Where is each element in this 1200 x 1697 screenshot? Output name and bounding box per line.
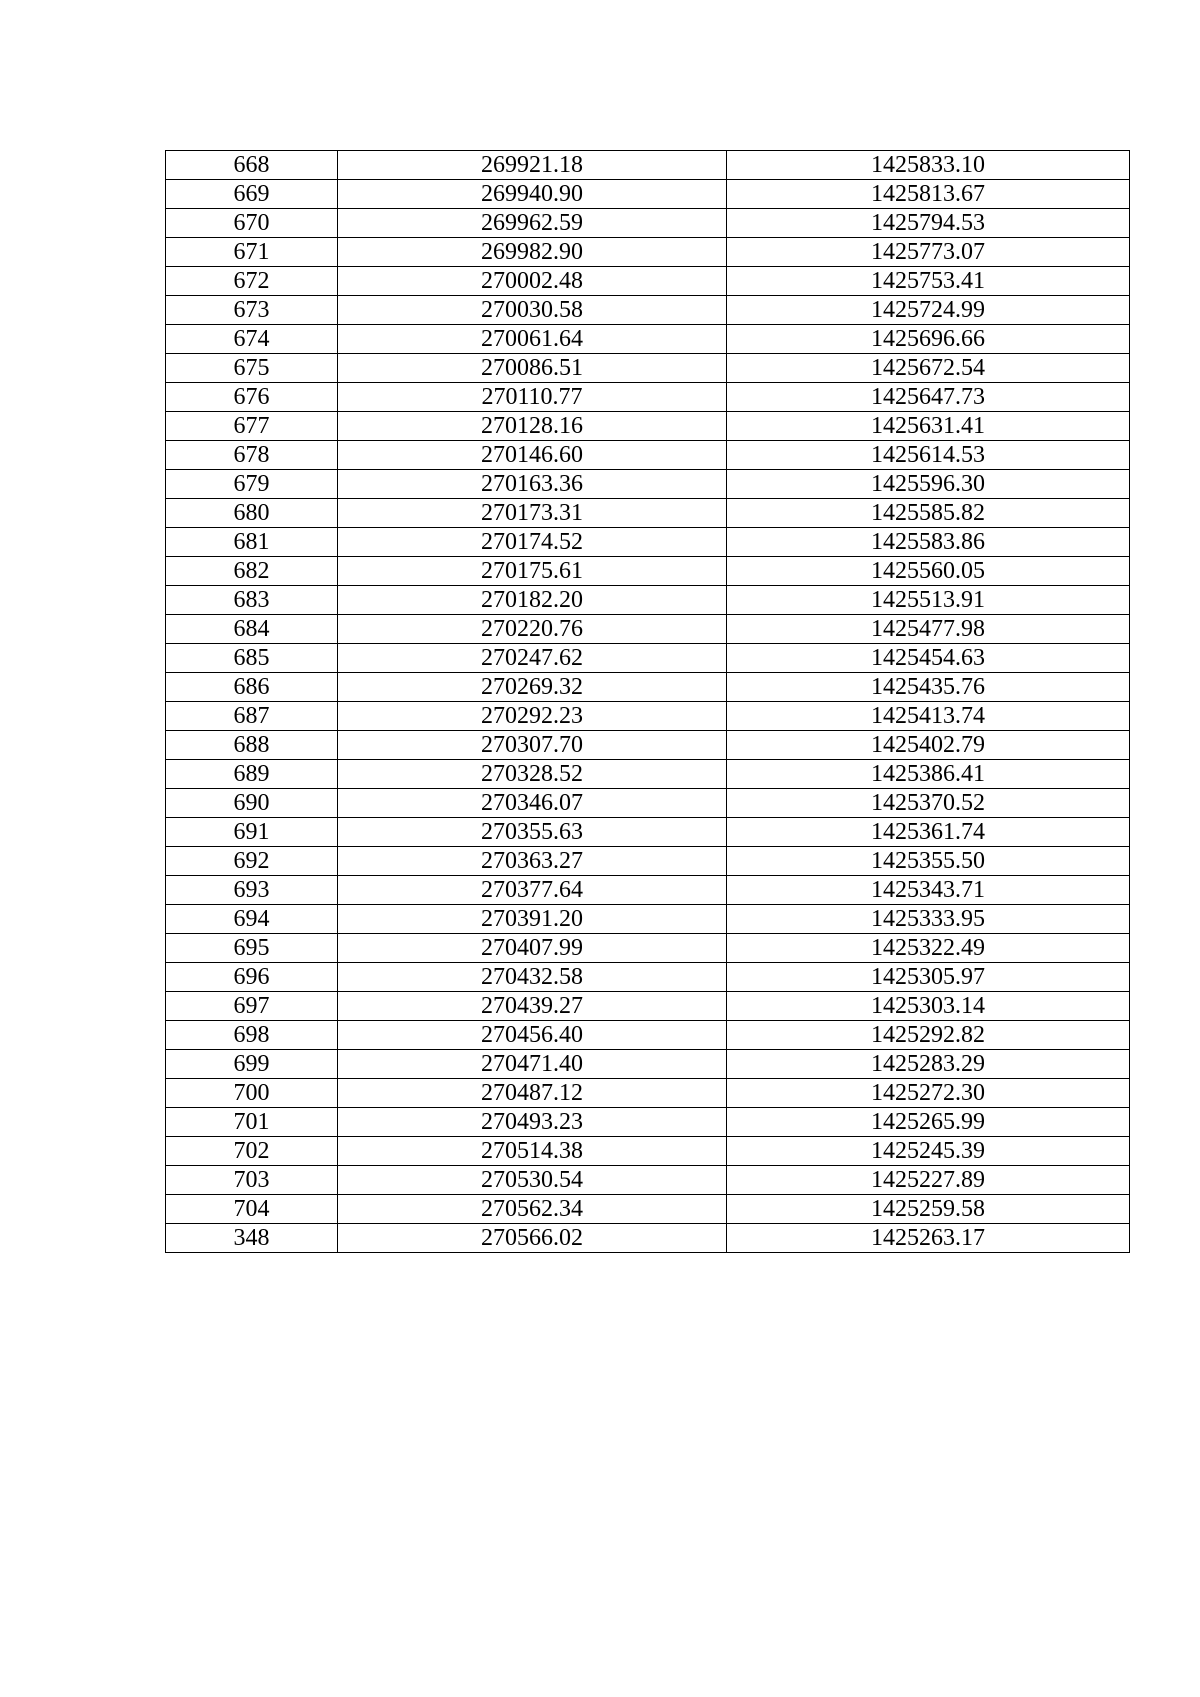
table-row (166, 905, 1130, 934)
x-coordinate-cell: 270110.77 (338, 383, 727, 412)
x-coordinate-cell: 270175.61 (338, 557, 727, 586)
y-coordinate-cell: 1425343.71 (727, 876, 1130, 905)
table-row (166, 441, 1130, 470)
table-row (166, 412, 1130, 441)
y-coordinate-cell: 1425283.29 (727, 1050, 1130, 1079)
y-coordinate-cell: 1425724.99 (727, 296, 1130, 325)
y-coordinate-cell: 1425413.74 (727, 702, 1130, 731)
y-coordinate-cell: 1425435.76 (727, 673, 1130, 702)
x-coordinate-cell: 270182.20 (338, 586, 727, 615)
point-number-cell: 671 (166, 238, 338, 267)
point-number-cell: 700 (166, 1079, 338, 1108)
x-coordinate-cell: 270377.64 (338, 876, 727, 905)
table-row (166, 499, 1130, 528)
y-coordinate-cell: 1425513.91 (727, 586, 1130, 615)
x-coordinate-cell: 270456.40 (338, 1021, 727, 1050)
table-row (166, 1195, 1130, 1224)
y-coordinate-cell: 1425370.52 (727, 789, 1130, 818)
y-coordinate-cell: 1425355.50 (727, 847, 1130, 876)
table-row (166, 760, 1130, 789)
point-number-cell: 695 (166, 934, 338, 963)
y-coordinate-cell: 1425794.53 (727, 209, 1130, 238)
point-number-cell: 672 (166, 267, 338, 296)
x-coordinate-cell: 270174.52 (338, 528, 727, 557)
x-coordinate-cell: 270292.23 (338, 702, 727, 731)
point-number-cell: 689 (166, 760, 338, 789)
x-coordinate-cell: 270407.99 (338, 934, 727, 963)
x-coordinate-cell: 270269.32 (338, 673, 727, 702)
table-row (166, 934, 1130, 963)
x-coordinate-cell: 270128.16 (338, 412, 727, 441)
table-row (166, 673, 1130, 702)
x-coordinate-cell: 270566.02 (338, 1224, 727, 1253)
y-coordinate-cell: 1425386.41 (727, 760, 1130, 789)
x-coordinate-cell: 269982.90 (338, 238, 727, 267)
point-number-cell: 684 (166, 615, 338, 644)
y-coordinate-cell: 1425265.99 (727, 1108, 1130, 1137)
table-row (166, 963, 1130, 992)
table-row (166, 383, 1130, 412)
table-row (166, 818, 1130, 847)
table-row (166, 1166, 1130, 1195)
x-coordinate-cell: 270391.20 (338, 905, 727, 934)
point-number-cell: 696 (166, 963, 338, 992)
x-coordinate-cell: 270562.34 (338, 1195, 727, 1224)
table-row (166, 586, 1130, 615)
point-number-cell: 693 (166, 876, 338, 905)
y-coordinate-cell: 1425596.30 (727, 470, 1130, 499)
x-coordinate-cell: 270363.27 (338, 847, 727, 876)
x-coordinate-cell: 270247.62 (338, 644, 727, 673)
table-row (166, 1079, 1130, 1108)
coordinates-table-body (166, 151, 1130, 1253)
y-coordinate-cell: 1425259.58 (727, 1195, 1130, 1224)
point-number-cell: 681 (166, 528, 338, 557)
table-row (166, 325, 1130, 354)
y-coordinate-cell: 1425672.54 (727, 354, 1130, 383)
x-coordinate-cell: 270487.12 (338, 1079, 727, 1108)
y-coordinate-cell: 1425292.82 (727, 1021, 1130, 1050)
table-row (166, 296, 1130, 325)
point-number-cell: 677 (166, 412, 338, 441)
x-coordinate-cell: 270163.36 (338, 470, 727, 499)
table-row (166, 209, 1130, 238)
y-coordinate-cell: 1425322.49 (727, 934, 1130, 963)
y-coordinate-cell: 1425245.39 (727, 1137, 1130, 1166)
point-number-cell: 674 (166, 325, 338, 354)
table-row (166, 702, 1130, 731)
y-coordinate-cell: 1425773.07 (727, 238, 1130, 267)
y-coordinate-cell: 1425454.63 (727, 644, 1130, 673)
point-number-cell: 704 (166, 1195, 338, 1224)
point-number-cell: 697 (166, 992, 338, 1021)
x-coordinate-cell: 270002.48 (338, 267, 727, 296)
point-number-cell: 682 (166, 557, 338, 586)
x-coordinate-cell: 270086.51 (338, 354, 727, 383)
y-coordinate-cell: 1425631.41 (727, 412, 1130, 441)
y-coordinate-cell: 1425583.86 (727, 528, 1130, 557)
y-coordinate-cell: 1425263.17 (727, 1224, 1130, 1253)
y-coordinate-cell: 1425833.10 (727, 151, 1130, 180)
x-coordinate-cell: 270432.58 (338, 963, 727, 992)
x-coordinate-cell: 270439.27 (338, 992, 727, 1021)
x-coordinate-cell: 270355.63 (338, 818, 727, 847)
x-coordinate-cell: 270146.60 (338, 441, 727, 470)
y-coordinate-cell: 1425614.53 (727, 441, 1130, 470)
point-number-cell: 686 (166, 673, 338, 702)
x-coordinate-cell: 270061.64 (338, 325, 727, 354)
point-number-cell: 678 (166, 441, 338, 470)
point-number-cell: 673 (166, 296, 338, 325)
table-row (166, 731, 1130, 760)
x-coordinate-cell: 270530.54 (338, 1166, 727, 1195)
table-row (166, 1021, 1130, 1050)
table-row (166, 151, 1130, 180)
y-coordinate-cell: 1425303.14 (727, 992, 1130, 1021)
x-coordinate-cell: 270471.40 (338, 1050, 727, 1079)
y-coordinate-cell: 1425272.30 (727, 1079, 1130, 1108)
point-number-cell: 692 (166, 847, 338, 876)
point-number-cell: 669 (166, 180, 338, 209)
y-coordinate-cell: 1425361.74 (727, 818, 1130, 847)
table-row (166, 557, 1130, 586)
point-number-cell: 702 (166, 1137, 338, 1166)
point-number-cell: 685 (166, 644, 338, 673)
point-number-cell: 699 (166, 1050, 338, 1079)
y-coordinate-cell: 1425333.95 (727, 905, 1130, 934)
x-coordinate-cell: 270307.70 (338, 731, 727, 760)
x-coordinate-cell: 270328.52 (338, 760, 727, 789)
table-row (166, 238, 1130, 267)
point-number-cell: 675 (166, 354, 338, 383)
table-row (166, 876, 1130, 905)
x-coordinate-cell: 270173.31 (338, 499, 727, 528)
y-coordinate-cell: 1425696.66 (727, 325, 1130, 354)
point-number-cell: 670 (166, 209, 338, 238)
y-coordinate-cell: 1425753.41 (727, 267, 1130, 296)
x-coordinate-cell: 269940.90 (338, 180, 727, 209)
y-coordinate-cell: 1425647.73 (727, 383, 1130, 412)
x-coordinate-cell: 270030.58 (338, 296, 727, 325)
coordinates-table (165, 150, 1130, 1253)
table-row (166, 470, 1130, 499)
point-number-cell: 687 (166, 702, 338, 731)
y-coordinate-cell: 1425305.97 (727, 963, 1130, 992)
y-coordinate-cell: 1425402.79 (727, 731, 1130, 760)
point-number-cell: 683 (166, 586, 338, 615)
x-coordinate-cell: 269921.18 (338, 151, 727, 180)
point-number-cell: 676 (166, 383, 338, 412)
point-number-cell: 701 (166, 1108, 338, 1137)
table-row (166, 267, 1130, 296)
x-coordinate-cell: 270514.38 (338, 1137, 727, 1166)
table-row (166, 354, 1130, 383)
y-coordinate-cell: 1425477.98 (727, 615, 1130, 644)
y-coordinate-cell: 1425585.82 (727, 499, 1130, 528)
point-number-cell: 668 (166, 151, 338, 180)
point-number-cell: 688 (166, 731, 338, 760)
y-coordinate-cell: 1425813.67 (727, 180, 1130, 209)
point-number-cell: 698 (166, 1021, 338, 1050)
table-row (166, 992, 1130, 1021)
table-row (166, 789, 1130, 818)
y-coordinate-cell: 1425560.05 (727, 557, 1130, 586)
table-row (166, 1108, 1130, 1137)
table-row (166, 644, 1130, 673)
x-coordinate-cell: 270493.23 (338, 1108, 727, 1137)
y-coordinate-cell: 1425227.89 (727, 1166, 1130, 1195)
point-number-cell: 679 (166, 470, 338, 499)
point-number-cell: 694 (166, 905, 338, 934)
x-coordinate-cell: 270346.07 (338, 789, 727, 818)
table-row (166, 847, 1130, 876)
table-row (166, 528, 1130, 557)
table-row (166, 1050, 1130, 1079)
x-coordinate-cell: 270220.76 (338, 615, 727, 644)
table-row (166, 1137, 1130, 1166)
table-row (166, 180, 1130, 209)
point-number-cell: 703 (166, 1166, 338, 1195)
point-number-cell: 348 (166, 1224, 338, 1253)
table-row (166, 615, 1130, 644)
point-number-cell: 680 (166, 499, 338, 528)
point-number-cell: 690 (166, 789, 338, 818)
point-number-cell: 691 (166, 818, 338, 847)
x-coordinate-cell: 269962.59 (338, 209, 727, 238)
table-row (166, 1224, 1130, 1253)
